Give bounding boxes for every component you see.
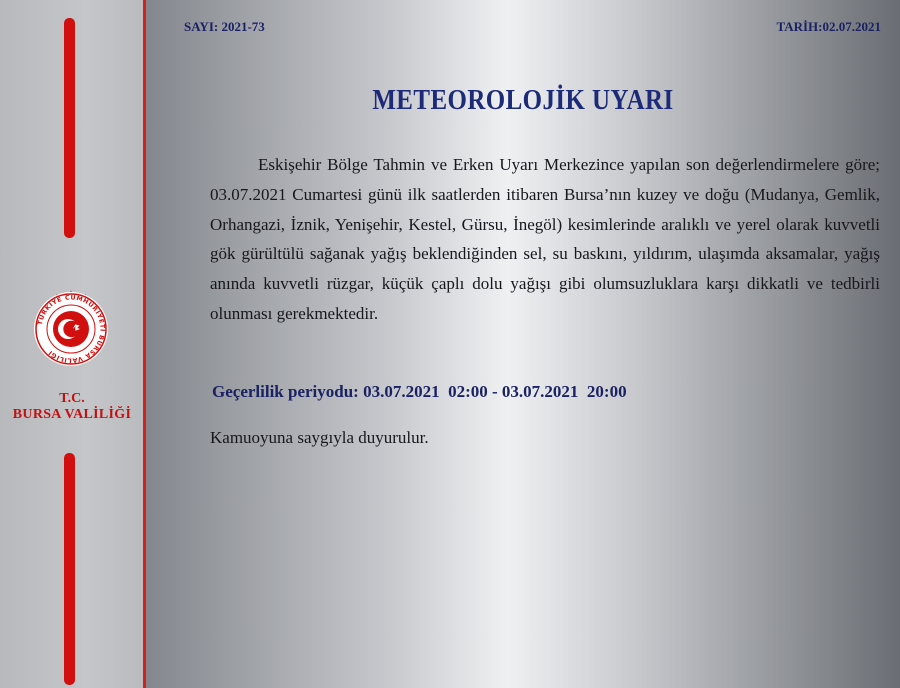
decorative-bar-top [64, 18, 75, 238]
document-date: TARİH:02.07.2021 [776, 19, 881, 34]
governorship-emblem-icon [14, 272, 128, 386]
validity-period: Geçerlilik periyodu: 03.07.2021 02:00 - 03.07.2021 20:00 [212, 382, 627, 401]
org-prefix: T.C. [59, 391, 85, 406]
sidebar-panel [0, 0, 144, 688]
warning-body-text: Eskişehir Bölge Tahmin ve Erken Uyarı Merkezince yapılan son değerlendirmelere göre; 03.07.2021 Cumartesi günü ilk saatlerden itibaren Bursa’nın kuzey ve doğu (Mudanya, Gemlik, Orhangazi, İznik, Yenişehir, Kestel, Gürsu, İnegöl) kesimlerinde aralıklı ve yerel olarak kuvvetli gök gürültülü sağanak yağış beklendiğinden sel, su baskını, yıldırım, ulaşımda aksamalar, yağış anında kuvvetli rüzgar, küçük çaplı dolu yağışı gibi olumsuzluklara karşı dikkatli ve tedbirli olunması gerekmektedir. [210, 155, 880, 323]
decorative-bar-bottom [64, 453, 75, 685]
page-title: METEOROLOJİK UYARI [372, 84, 674, 116]
closing-statement: Kamuoyuna saygıyla duyurulur. [210, 428, 429, 447]
org-name: BURSA VALİLİĞİ [12, 407, 132, 422]
svg-text:TÜRKİYE CUMHURİYETİ BURSA VALİ: TÜRKİYE CUMHURİYETİ BURSA VALİLİĞİ [36, 294, 106, 364]
reference-number: SAYI: 2021-73 [184, 19, 265, 34]
